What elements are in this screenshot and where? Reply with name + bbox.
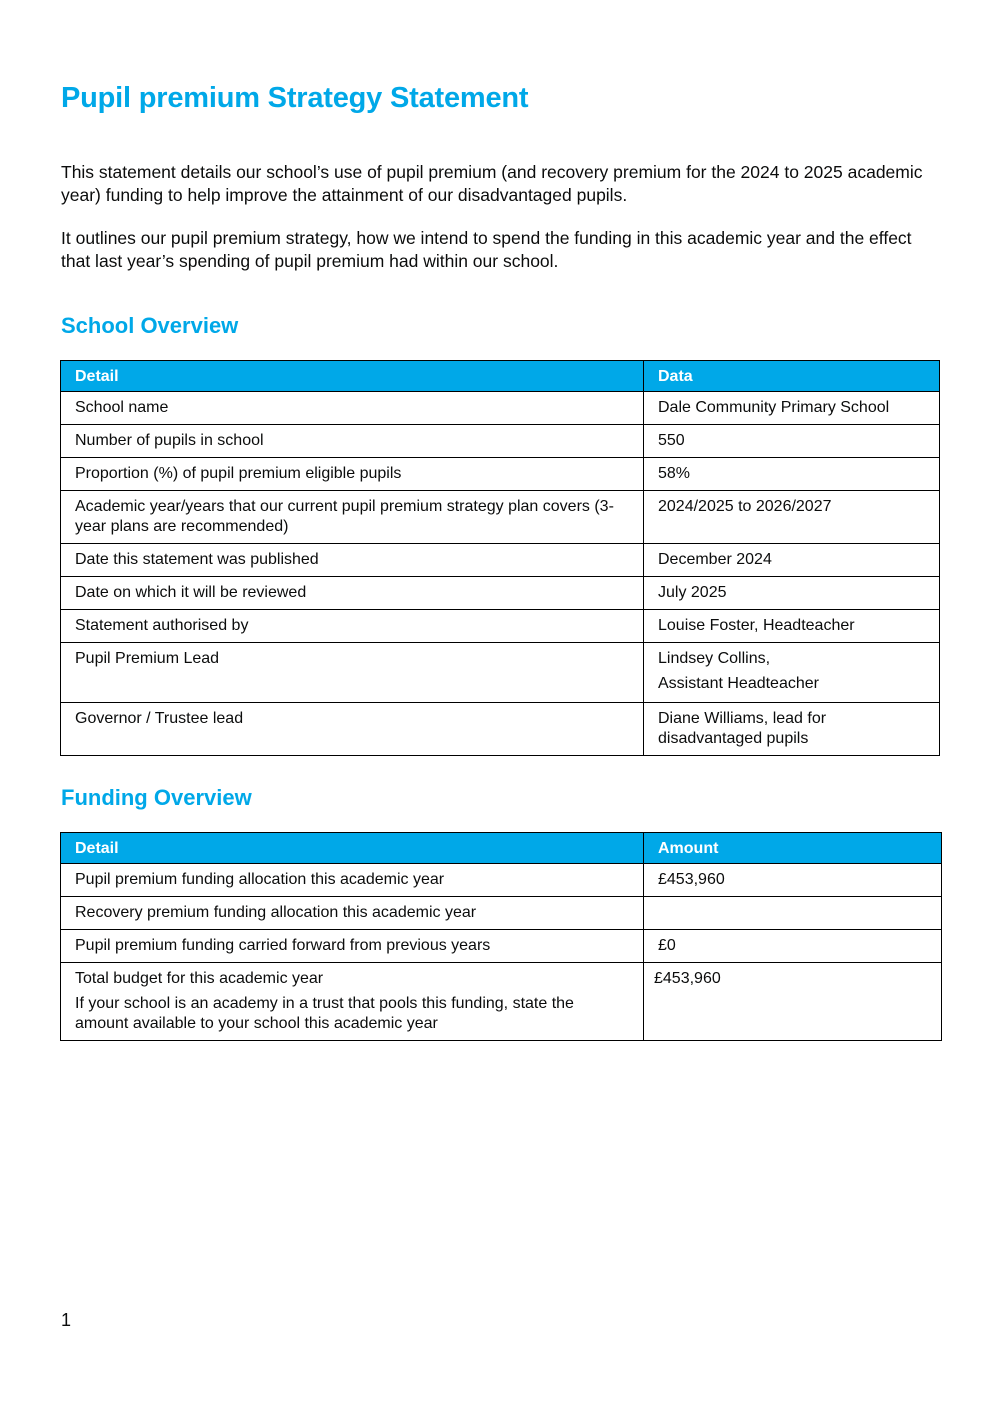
data-cell: Diane Williams, lead for disadvantaged pupils	[644, 703, 940, 756]
data-cell: December 2024	[644, 544, 940, 577]
detail-cell: Statement authorised by	[61, 610, 644, 643]
detail-cell: Academic year/years that our current pupil premium strategy plan covers (3-year plans are recommended)	[61, 491, 644, 544]
detail-cell: Proportion (%) of pupil premium eligible pupils	[61, 458, 644, 491]
school-overview-table	[60, 360, 940, 756]
data-column-header: Data	[644, 361, 940, 392]
table-row	[61, 577, 940, 610]
page-title: Pupil premium Strategy Statement	[61, 82, 529, 114]
table-row	[61, 703, 940, 756]
data-cell	[644, 643, 940, 703]
table-header-row	[61, 361, 940, 392]
amount-cell: £0	[644, 930, 942, 963]
funding-overview-heading: Funding Overview	[61, 785, 252, 810]
page-number: 1	[61, 1310, 72, 1330]
data-cell: 58%	[644, 458, 940, 491]
table-row	[61, 610, 940, 643]
detail-cell: Recovery premium funding allocation this academic year	[61, 897, 644, 930]
detail-cell: Number of pupils in school	[61, 425, 644, 458]
data-cell: 2024/2025 to 2026/2027	[644, 491, 940, 544]
table-row	[61, 544, 940, 577]
amount-cell: £453,960	[644, 864, 942, 897]
detail-cell: Governor / Trustee lead	[61, 703, 644, 756]
table-header-row	[61, 833, 942, 864]
detail-note: If your school is an academy in a trust that pools this funding, state the amount available to your school this academic year	[75, 995, 574, 1032]
intro-paragraph-1: This statement details our school’s use of pupil premium (and recovery premium for the 2024 to 2025 academic year) funding to help improve the attainment of our disadvantaged pupils.	[61, 162, 923, 205]
detail-line: Total budget for this academic year	[75, 970, 324, 987]
data-cell: Dale Community Primary School	[644, 392, 940, 425]
detail-cell: Pupil premium funding carried forward from previous years	[61, 930, 644, 963]
data-line: Lindsey Collins,	[658, 650, 771, 667]
intro-paragraph-2: It outlines our pupil premium strategy, how we intend to spend the funding in this academic year and the effect that last year’s spending of pupil premium had within our school.	[61, 228, 912, 271]
table-row	[61, 491, 940, 544]
detail-column-header: Detail	[61, 361, 644, 392]
amount-cell	[644, 897, 942, 930]
detail-cell: School name	[61, 392, 644, 425]
detail-cell: Date on which it will be reviewed	[61, 577, 644, 610]
detail-cell: Pupil premium funding allocation this academic year	[61, 864, 644, 897]
detail-cell: Date this statement was published	[61, 544, 644, 577]
table-row	[61, 425, 940, 458]
detail-cell	[61, 963, 644, 1041]
amount-cell: £453,960	[644, 963, 942, 1041]
table-row	[61, 930, 942, 963]
table-row	[61, 643, 940, 703]
data-cell: Louise Foster, Headteacher	[644, 610, 940, 643]
data-line: Assistant Headteacher	[658, 675, 819, 692]
table-row	[61, 392, 940, 425]
table-row	[61, 897, 942, 930]
data-cell: 550	[644, 425, 940, 458]
detail-column-header: Detail	[61, 833, 644, 864]
amount-column-header: Amount	[644, 833, 942, 864]
table-row	[61, 963, 942, 1041]
table-row	[61, 864, 942, 897]
data-cell: July 2025	[644, 577, 940, 610]
school-overview-heading: School Overview	[61, 313, 239, 338]
table-row	[61, 458, 940, 491]
detail-cell: Pupil Premium Lead	[61, 643, 644, 703]
funding-overview-table	[60, 832, 942, 1041]
